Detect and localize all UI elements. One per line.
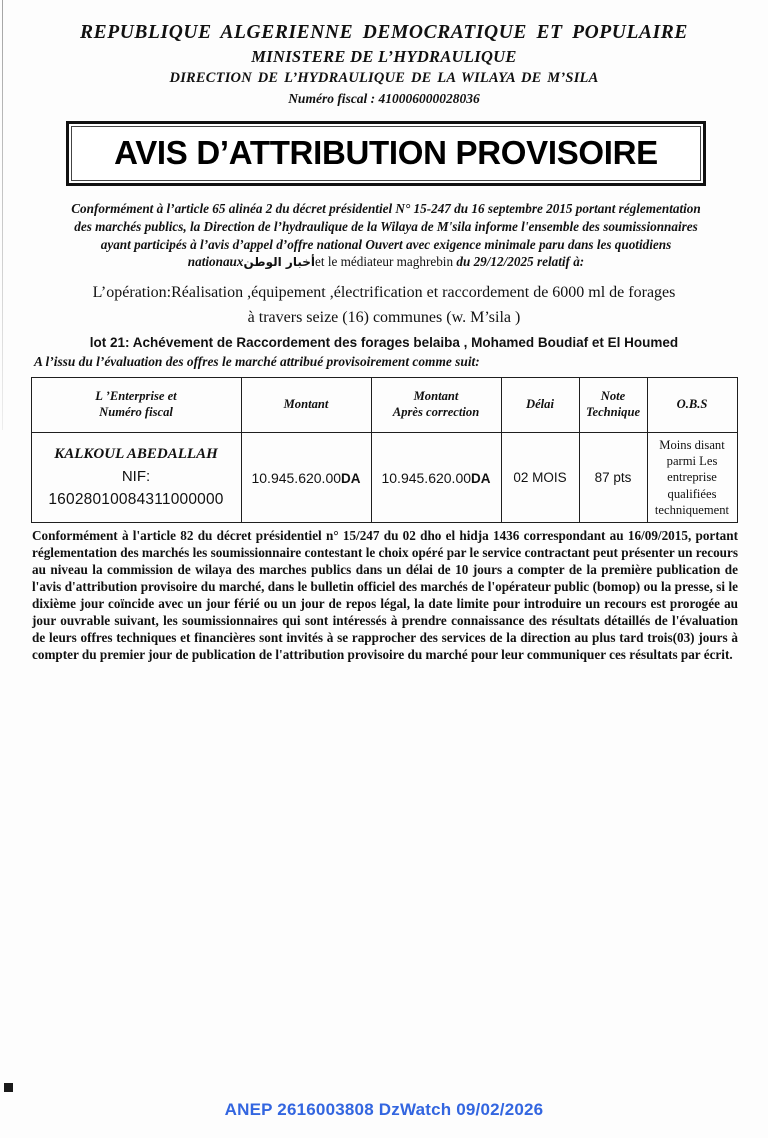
- legal-paragraph: Conformément à l'article 82 du décret présidentiel n° 15/247 du 02 dho el hidja 1436 correspondant au 16/09/2015, portant réglementation des marchés les soumissionnaire contestant le choix opéré par le service contractant peut présenter un recours au niveau la commission de wilaya des marches publics dans un délai de 10 jours a compter de la première publication de l'avis d'attribution provisoire du marché, dans le bulletin officiel des marchés de l'opérateur public (bomop) ou la presse, si le dixième jour coïncide avec un jour férié ou un jour de repos légal, la date limite pour introduire un recours est prorogée au jour ouvrable suivant, les soumissionnaires qui sont intéressés à prendre connaissance des résultats détaillés de l'évaluation de leurs offres techniques et financières sont invités à se rapprocher des services de la direction au plus tard trois(03) jours à compter du premier jour de publication de l'attribution provisoire du marché pour leur communiquer ces résultats par écrit.: [32, 528, 738, 662]
- nif-label: NIF:: [121, 468, 151, 486]
- column-header-montant-correction: [371, 377, 501, 432]
- column-header-note-line2: Technique: [585, 404, 641, 419]
- nif-value: 16028010084311000000: [48, 491, 224, 509]
- intro-line-3: ayant participés à l’avis d’appel d’offre national Ouvert avec exigence minimale paru dans les quotidiens: [100, 236, 672, 252]
- column-header-enterprise-line2: Numéro fiscal: [99, 404, 173, 419]
- column-header-enterprise-line1: L ’Enterprise et: [95, 388, 177, 403]
- intro-date-prefix: du: [456, 254, 471, 270]
- montant-correction-value: 10.945.620.00: [381, 469, 472, 486]
- intro-arabic-newspaper: أخبار الوطن: [243, 255, 315, 270]
- table-header-row: [31, 377, 737, 432]
- intro-line-1: Conformément à l’article 65 alinéa 2 du décret présidentiel N° 15-247 du 16 septembre 2015 portant réglementation: [71, 201, 701, 216]
- column-header-montant-correction-line1: Montant: [413, 388, 459, 403]
- scan-edge-artifact: [2, 0, 3, 430]
- award-table: [31, 377, 738, 524]
- montant-currency: DA: [341, 470, 361, 486]
- document-header: [0, 0, 768, 107]
- intro-line-2: des marchés publics, la Direction de l’hydraulique de la Wilaya de M'sila informe l'ensemble des soumissionnaires: [74, 218, 698, 234]
- header-ministry: MINISTERE DE L’HYDRAULIQUE: [251, 47, 517, 66]
- column-header-delai: [501, 377, 579, 432]
- header-fiscal-number: Numéro fiscal : 410006000028036: [288, 91, 480, 106]
- column-header-note-line1: Note: [600, 388, 626, 403]
- title-box-inner: [71, 126, 701, 181]
- footer-anep-reference: ANEP 2616003808 DzWatch 09/02/2026: [224, 1100, 544, 1119]
- intro-mediateur-label: et le médiateur maghrebin: [315, 254, 454, 270]
- montant-value: 10.945.620.00: [251, 469, 342, 486]
- intro-publication-date: 29/12/2025: [473, 254, 534, 270]
- header-republic: REPUBLIQUE ALGERIENNE DEMOCRATIQUE ET POPULAIRE: [80, 22, 688, 43]
- operation-line-2: à travers seize (16) communes (w. M’sila ): [247, 309, 521, 327]
- cell-delai: 02 MOIS: [501, 432, 579, 523]
- cell-obs: Moins disant parmi Les entreprise qualifiées techniquement: [647, 432, 737, 523]
- column-header-note-technique: [579, 377, 647, 432]
- intro-nationaux-label: nationaux: [187, 254, 244, 270]
- operation-block: [0, 281, 768, 329]
- column-header-enterprise: [31, 377, 241, 432]
- montant-correction-currency: DA: [471, 470, 491, 486]
- column-header-montant-line1: Montant: [283, 396, 329, 411]
- column-header-obs-line1: O.B.S: [676, 396, 708, 411]
- enterprise-name: KALKOUL ABEDALLAH: [54, 445, 218, 462]
- operation-lot: lot 21: Achévement de Raccordement des forages belaiba , Mohamed Boudiaf et El Houmed: [89, 334, 679, 350]
- intro-paragraph: [36, 200, 736, 271]
- intro-relatif-suffix: relatif à:: [536, 254, 585, 270]
- column-header-montant: [241, 377, 371, 432]
- title-box: [66, 121, 706, 186]
- operation-line-1: L’opération:Réalisation ,équipement ,électrification et raccordement de 6000 ml de forages: [92, 284, 676, 302]
- column-header-obs: [647, 377, 737, 432]
- page-title: AVIS D’ATTRIBUTION PROVISOIRE: [114, 134, 658, 171]
- table-row: [31, 432, 737, 523]
- operation-evaluation-note: A l’issu du l’évaluation des offres le marché attribué provisoirement comme suit:: [34, 353, 480, 369]
- cell-montant: [241, 432, 371, 523]
- cell-note-technique: 87 pts: [579, 432, 647, 523]
- header-direction: DIRECTION DE L’HYDRAULIQUE DE LA WILAYA DE M’SILA: [169, 70, 599, 86]
- cell-montant-apres-correction: [371, 432, 501, 523]
- intro-line-4: [36, 253, 736, 271]
- cell-enterprise: [31, 432, 241, 523]
- column-header-montant-correction-line2: Après correction: [392, 404, 480, 419]
- column-header-delai-line1: Délai: [526, 396, 554, 411]
- scan-registration-mark: [4, 1083, 13, 1092]
